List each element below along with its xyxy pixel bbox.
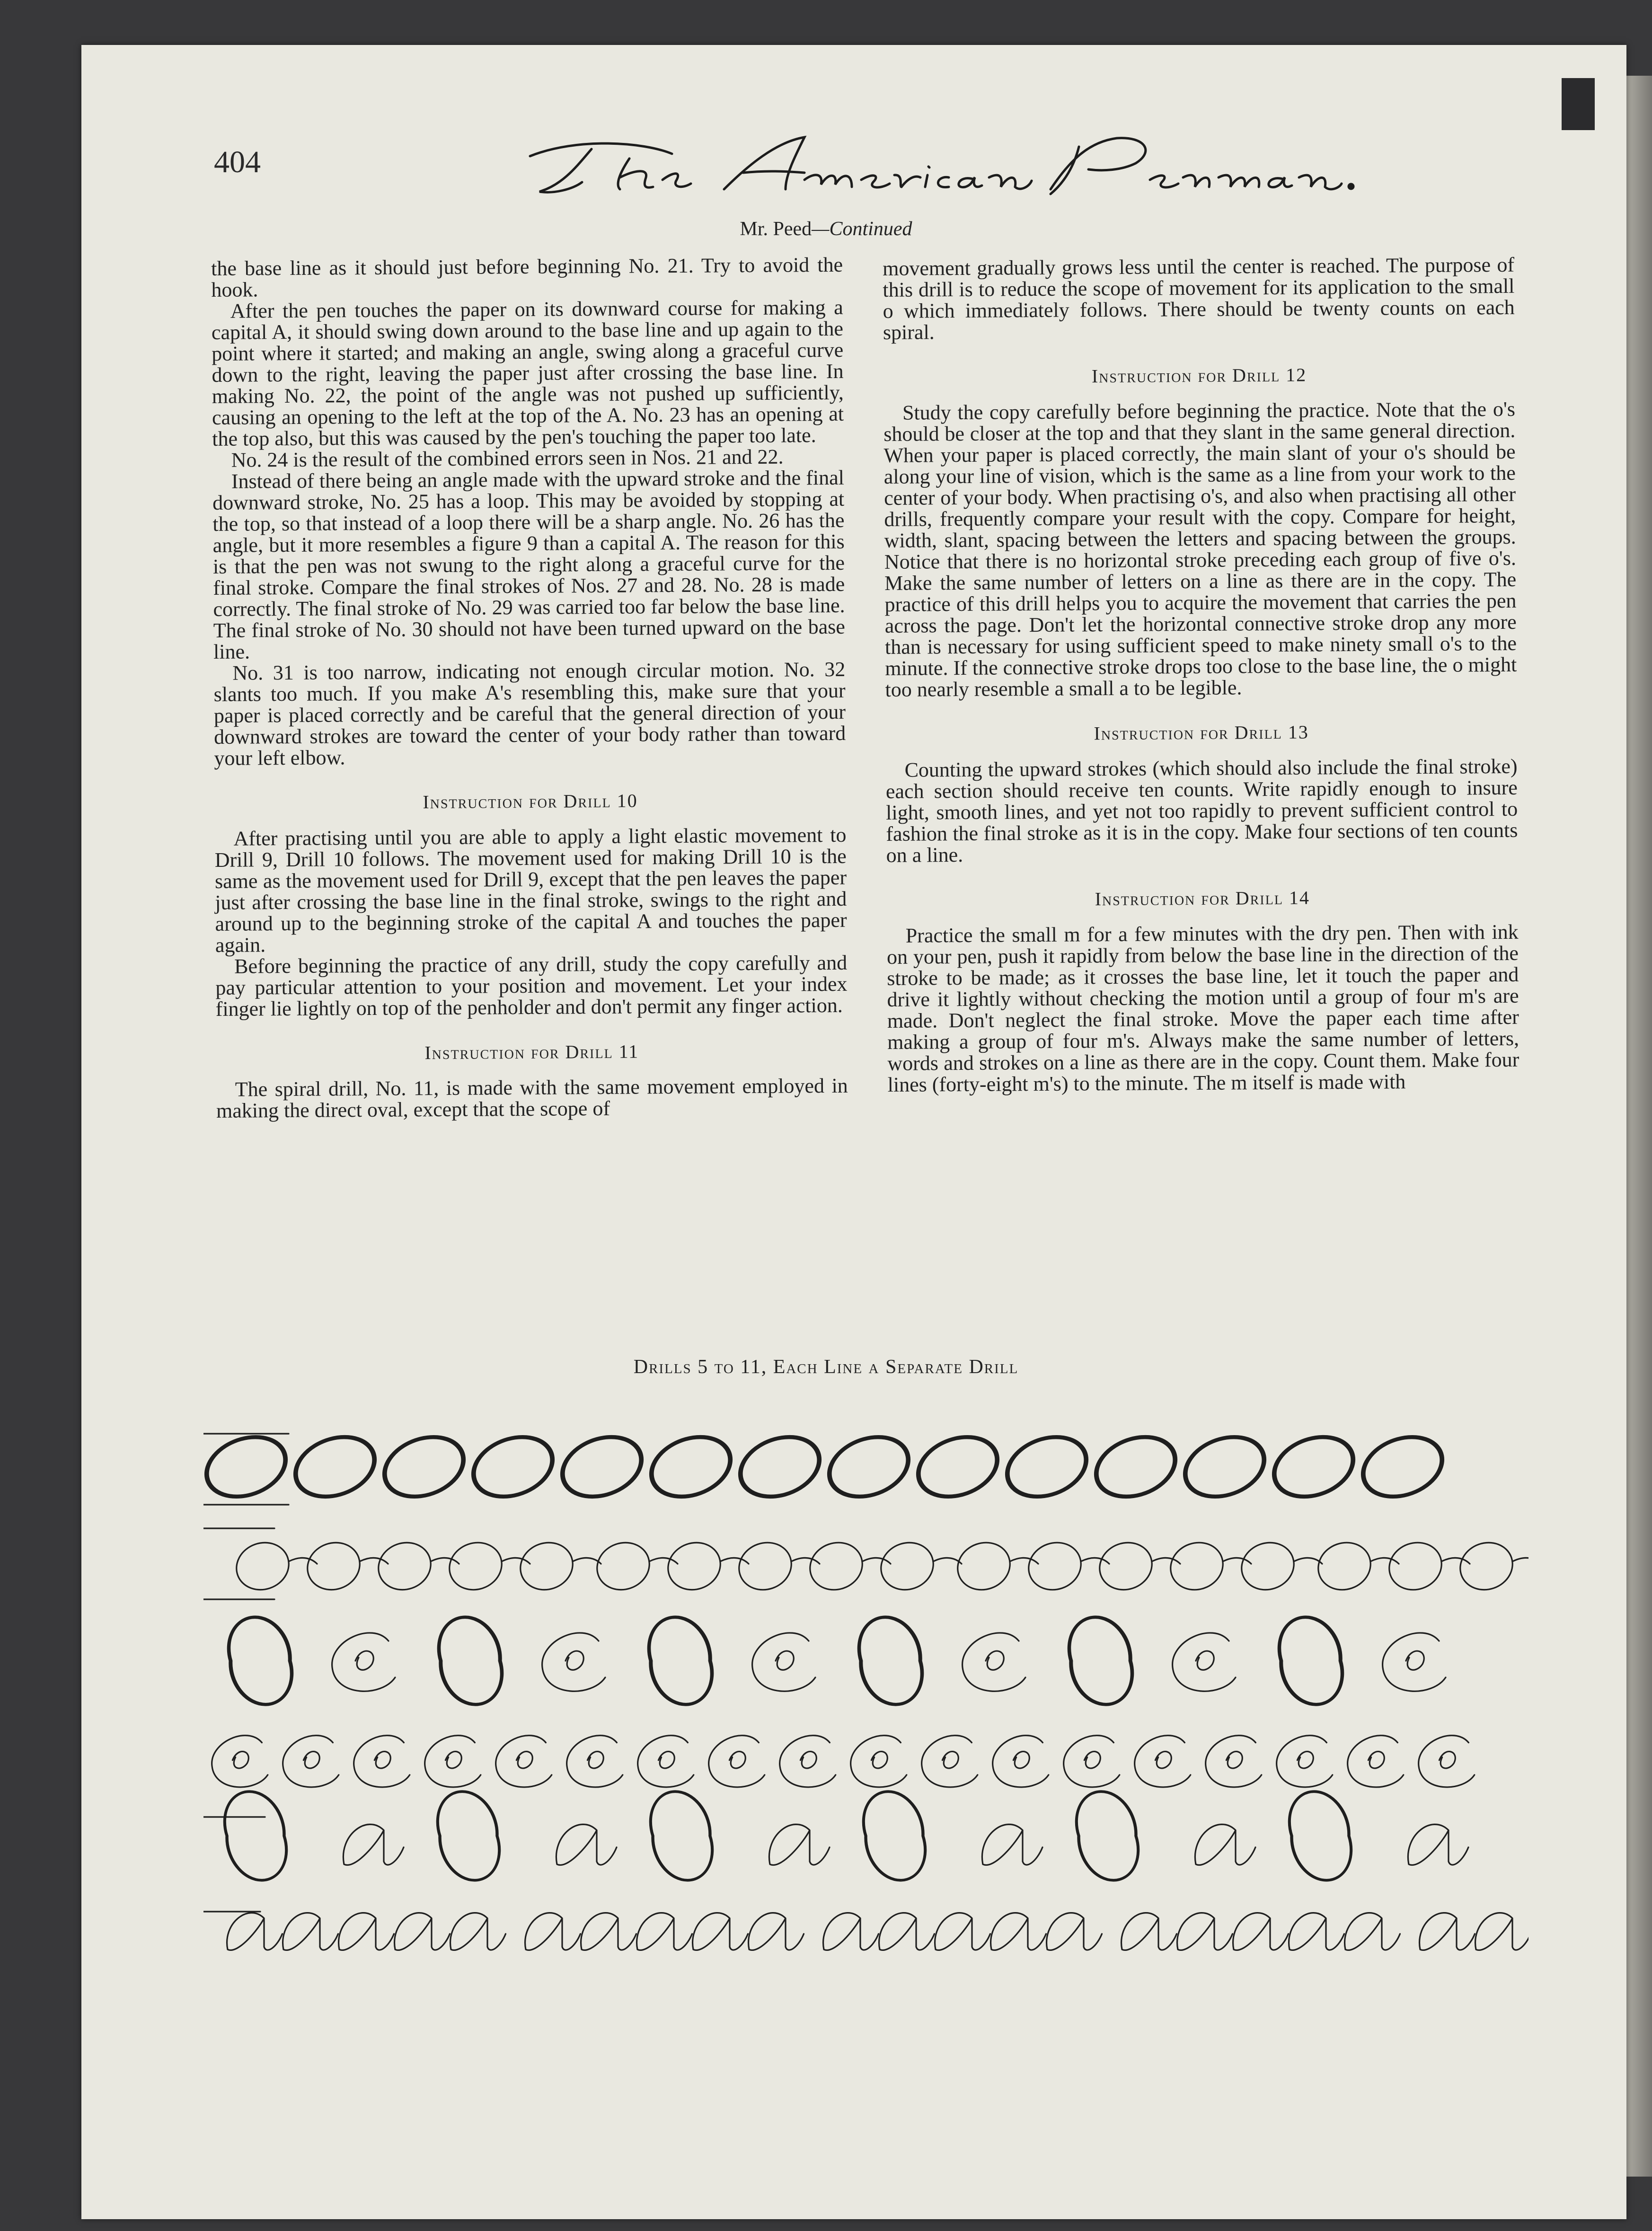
drill-5-oval xyxy=(1362,1436,1444,1498)
drill-5-oval xyxy=(828,1436,910,1498)
drill-5-oval xyxy=(294,1436,376,1498)
drill-direct-oval xyxy=(1068,1616,1133,1705)
drill-small-o xyxy=(1242,1543,1322,1590)
drill-spiral-c xyxy=(638,1736,694,1787)
drill-spiral xyxy=(1173,1633,1236,1691)
drill-small-a xyxy=(637,1913,692,1950)
drill-5-oval xyxy=(1095,1436,1177,1498)
drill-spiral xyxy=(752,1633,815,1691)
drill-spiral-c xyxy=(1348,1736,1404,1787)
drill-small-o xyxy=(1100,1543,1180,1590)
drill-small-a xyxy=(283,1913,338,1950)
drill-oval xyxy=(224,1791,287,1881)
left-column xyxy=(211,254,848,1121)
drill-small-o xyxy=(1318,1543,1399,1590)
drill-small-a xyxy=(991,1913,1046,1950)
drill-small-a xyxy=(982,1825,1042,1865)
drill-spiral-c xyxy=(212,1736,268,1787)
drill-spiral-c xyxy=(354,1736,410,1787)
drill-spiral xyxy=(542,1633,605,1691)
masthead-logo xyxy=(521,128,1448,203)
drill-small-o xyxy=(237,1543,317,1590)
author-name: Mr. Peed xyxy=(740,218,812,240)
drill-small-o xyxy=(1389,1543,1470,1590)
drill-small-o xyxy=(668,1543,749,1590)
drill-small-a xyxy=(1289,1913,1344,1950)
drill-oval xyxy=(863,1791,926,1881)
drill-5-oval xyxy=(739,1436,821,1498)
drill-spiral-c xyxy=(709,1736,765,1787)
drill-spiral-c xyxy=(780,1736,836,1787)
drill-small-o xyxy=(1029,1543,1109,1590)
drill-small-o xyxy=(597,1543,678,1590)
right-column xyxy=(883,254,1519,1095)
drill-spiral-c xyxy=(1064,1736,1120,1787)
drill-small-a xyxy=(1420,1913,1475,1950)
drill-small-a xyxy=(581,1913,636,1950)
paragraph: No. 31 is too narrow, indicating not enough circular motion. No. 32 slants too much. If you make A's resembling this, make sure that your paper is placed correctly and be careful that the general direction of your downward strokes are toward the center of your body rather than toward your left elbow. xyxy=(213,657,846,770)
drill-spiral xyxy=(332,1633,395,1691)
binding-tab xyxy=(1562,78,1595,130)
drill-small-o xyxy=(521,1543,601,1590)
drill-oval xyxy=(650,1791,713,1881)
paragraph: Counting the upward strokes (which should also include the final stroke) each section should receive ten counts. Write rapidly enough to insure light, smooth lines, and yet not too rapidly to prevent sufficient control to fashion the final stroke as it is in the copy. Make four sections of ten counts on a line. xyxy=(885,754,1518,867)
drill-5-oval xyxy=(1273,1436,1355,1498)
drill-small-a xyxy=(556,1825,617,1865)
drill-spiral-c xyxy=(1135,1736,1191,1787)
drill-5-oval xyxy=(383,1436,465,1498)
drill-spiral-c xyxy=(1206,1736,1262,1787)
paragraph: Study the copy carefully before beginning the practice. Note that the o's should be closer at the top and that they slant in the same general direction. When your paper is placed correctly, the main slant of your o's should be along your line of vision, which is the same as a line from your work to the center of your body. When practising o's, and also when practising all other drills, frequently compare your result with the copy. Compare for height, width, slant, spacing between the letters and spacing between the groups. Notice that there is no horizontal stroke preceding each group of five o's. Make the same number of letters on a line as there are in the copy. The practice of this drill helps you to acquire the movement that carries the pen across the page. Don't let the horizontal connective stroke drop any more than is necessary for using sufficient speed to make ninety small o's to the minute. If the connective stroke drops too close to the base line, the o might too nearly resemble a small a to be legible. xyxy=(883,397,1517,701)
paragraph: After the pen touches the paper on its downward course for making a capital A, it should swing down around to the base line and up again to the point where it started; and making an angle, swing along a graceful curve down to the right, leaving the paper just after crossing the base line. In making No. 22, the point of the angle was not pushed up sufficiently, causing an opening to the left at the top of the A. No. 23 has an opening at the top also, but this was caused by the pen's touching the paper too late. xyxy=(211,295,844,450)
paragraph: The spiral drill, No. 11, is made with the same movement employed in making the direct oval, except that the scope of xyxy=(216,1074,848,1122)
drill-small-a xyxy=(1122,1913,1177,1950)
drill-guide-line xyxy=(203,1528,274,1599)
drill-5-oval xyxy=(205,1436,287,1498)
drill-spiral-c xyxy=(922,1736,978,1787)
drill-small-o xyxy=(1171,1543,1251,1590)
drill-small-o xyxy=(308,1543,388,1590)
drill-spiral-c xyxy=(993,1736,1049,1787)
section-heading-drill-12: Instruction for Drill 12 xyxy=(1091,364,1307,387)
drills-caption: Drills 5 to 11, Each Line a Separate Drill xyxy=(633,1356,1019,1378)
drill-oval xyxy=(1076,1791,1139,1881)
drill-small-a xyxy=(1408,1825,1468,1865)
drill-oval xyxy=(1289,1791,1352,1881)
drill-small-a xyxy=(879,1913,935,1950)
drill-5-oval xyxy=(650,1436,732,1498)
drill-small-a xyxy=(749,1913,804,1950)
paragraph: No. 24 is the result of the combined errors seen in Nos. 21 and 22. xyxy=(231,445,784,472)
drill-small-a xyxy=(1177,1913,1233,1950)
drill-small-a xyxy=(1233,1913,1289,1950)
drill-5-oval xyxy=(1006,1436,1088,1498)
drill-small-o xyxy=(958,1543,1038,1590)
drill-small-a xyxy=(451,1913,506,1950)
drill-small-a xyxy=(525,1913,581,1950)
drill-spiral-c xyxy=(851,1736,907,1787)
paragraph: After practising until you are able to apply a light elastic movement to Drill 9, Drill 10 follows. The movement used for making Drill 10 is the same as the movement used for Drill 9, except that the pen leaves the paper just after crossing the base line in the final stroke, swings to the right and around up to the beginning stroke of the capital A and touches the paper again. xyxy=(214,823,847,957)
drill-5-oval xyxy=(561,1436,643,1498)
drill-spiral-c xyxy=(1419,1736,1475,1787)
drill-small-a xyxy=(227,1913,283,1950)
drill-small-a xyxy=(769,1825,830,1865)
drill-small-a xyxy=(395,1913,450,1950)
drill-small-a xyxy=(339,1913,394,1950)
continued-label: —Continued xyxy=(812,218,912,240)
drill-small-a xyxy=(1345,1913,1400,1950)
paragraph: movement gradually grows less until the center is reached. The purpose of this drill is to reduce the scope of movement for its application to the small o which immediately follows. There should be twenty counts on each spiral. xyxy=(882,253,1515,344)
drill-5-oval xyxy=(472,1436,554,1498)
penmanship-drills-figure xyxy=(203,1410,1528,2006)
drill-direct-oval xyxy=(858,1616,923,1705)
drill-small-o xyxy=(881,1543,962,1590)
drill-small-a xyxy=(1475,1913,1528,1950)
drill-direct-oval xyxy=(1278,1616,1343,1705)
section-heading-drill-10: Instruction for Drill 10 xyxy=(423,790,638,813)
section-heading-drill-13: Instruction for Drill 13 xyxy=(1094,721,1309,744)
drill-spiral-c xyxy=(496,1736,552,1787)
drill-small-a xyxy=(823,1913,879,1950)
drill-spiral-c xyxy=(425,1736,481,1787)
drill-small-o xyxy=(450,1543,530,1590)
drill-small-o xyxy=(1460,1543,1528,1590)
drill-spiral-c xyxy=(283,1736,339,1787)
drill-oval xyxy=(437,1791,500,1881)
drill-small-o xyxy=(810,1543,891,1590)
drill-spiral xyxy=(1383,1633,1446,1691)
page-number: 404 xyxy=(214,145,261,179)
paragraph: the base line as it should just before beginning No. 21. Try to avoid the hook. xyxy=(211,253,843,301)
drill-direct-oval xyxy=(648,1616,713,1705)
drill-direct-oval xyxy=(438,1616,503,1705)
paragraph: Practice the small m for a few minutes with the dry pen. Then with ink on your pen, push it rapidly from below the base line in the direction of the stroke to be made; as it crosses the base line, let it touch the paper and drive it lightly without checking the motion until a group of four m's are made. Don't neglect the final stroke. Move the paper each time after making a group of four m's. Always make the same number of letters, words and strokes on a line as there are in the copy. Count them. Make four lines (forty-eight m's) to the minute. The m itself is made with xyxy=(886,920,1519,1096)
paragraph: Before beginning the practice of any drill, study the copy carefully and pay particular attention to your position and movement. Let your index finger lie lightly on top of the penholder and don't permit any finger action. xyxy=(215,951,848,1021)
drill-small-a xyxy=(693,1913,748,1950)
drill-small-a xyxy=(935,1913,990,1950)
section-heading-drill-14: Instruction for Drill 14 xyxy=(1095,887,1310,910)
drill-spiral-c xyxy=(567,1736,623,1787)
drill-spiral-c xyxy=(1277,1736,1333,1787)
drill-spiral xyxy=(963,1633,1025,1691)
drill-small-a xyxy=(1047,1913,1102,1950)
paragraph: Instead of there being an angle made with the upward stroke and the final downward stroke, No. 25 has a loop. This may be avoided by stopping at the top, so that instead of a loop there will be a sharp angle. No. 26 has the angle, but it more resembles a figure 9 than a capital A. The reason for this is that the pen was not swung to the right along a graceful curve for the final stroke. Compare the final strokes of Nos. 27 and 28. No. 28 is made correctly. The final stroke of No. 29 was carried too far below the base line. The final stroke of No. 30 should not have been turned upward on the base line. xyxy=(212,466,845,663)
drill-5-oval xyxy=(1184,1436,1266,1498)
drill-small-a xyxy=(343,1825,404,1865)
drill-small-a xyxy=(1195,1825,1255,1865)
drill-small-o xyxy=(379,1543,459,1590)
article-subtitle xyxy=(0,218,1652,240)
drill-direct-oval xyxy=(228,1616,292,1705)
section-heading-drill-11: Instruction for Drill 11 xyxy=(424,1041,639,1064)
drill-5-oval xyxy=(917,1436,999,1498)
drill-small-o xyxy=(739,1543,820,1590)
